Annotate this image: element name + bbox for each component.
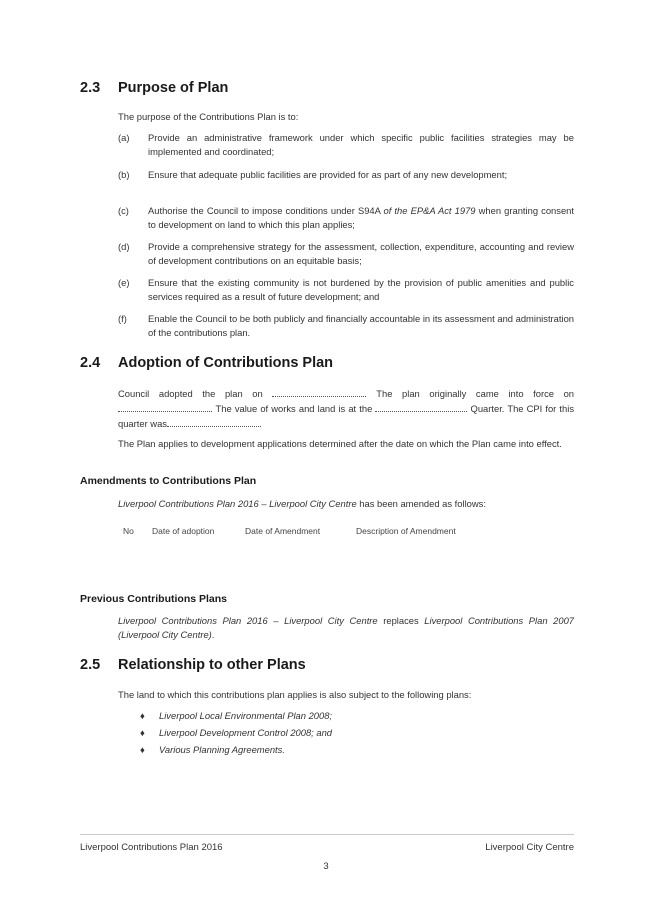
list-item-text: Provide an administrative framework under which specific public facilities strategies may be implemented and coordinated; — [148, 132, 574, 157]
section-heading-2-5 — [80, 657, 306, 673]
footer-left: Liverpool Contributions Plan 2016 — [80, 842, 223, 853]
list-item-text: Provide a comprehensive strategy for the assessment, collection, expenditure, accounting and review of development contributions on an equitable basis; — [148, 241, 574, 266]
bullet-icon: ♦ — [140, 744, 145, 755]
amend-col-description: Description of Amendment — [356, 526, 456, 536]
relationship-intro: The land to which this contributions plan applies is also subject to the following plans: — [118, 689, 472, 700]
section-number: 2.3 — [80, 80, 101, 96]
section-number: 2.4 — [80, 355, 101, 371]
list-item-label: (f) — [118, 313, 127, 324]
applies-paragraph: The Plan applies to development applications determined after the date on which the Plan came into effect. — [118, 438, 562, 449]
section-number: 2.5 — [80, 657, 101, 673]
section-title: Adoption of Contributions Plan — [118, 355, 334, 371]
bullet-icon: ♦ — [140, 710, 145, 721]
bullet-icon: ♦ — [140, 727, 145, 738]
list-item-label: (e) — [118, 277, 130, 288]
amend-col-amendment: Date of Amendment — [245, 526, 321, 536]
section-title: Purpose of Plan — [118, 80, 229, 96]
list-item — [118, 168, 574, 182]
list-item — [118, 312, 574, 340]
list-item — [118, 204, 574, 232]
adoption-paragraph: Council adopted the plan on . The plan originally came into force on . The value of works and land is at the Quarter. The CPI for this quarter was . — [118, 388, 575, 429]
list-item-label: (c) — [118, 205, 129, 216]
purpose-intro: The purpose of the Contributions Plan is to: — [118, 111, 299, 122]
list-item — [118, 276, 574, 304]
list-item: ♦ Various Planning Agreements. — [140, 744, 285, 755]
section-heading-2-3 — [80, 80, 228, 96]
list-item-text: Enable the Council to be both publicly and financially accountable in its assessment and administration of the contributions plan. — [148, 313, 574, 338]
list-item-text: Ensure that the existing community is not burdened by the provision of public amenities and public services required as a result of future development; and — [148, 277, 574, 302]
previous-heading: Previous Contributions Plans — [80, 593, 228, 605]
list-item-text: Ensure that adequate public facilities are provided for as part of any new development; — [148, 169, 508, 180]
section-title: Relationship to other Plans — [118, 657, 306, 673]
amendments-intro: Liverpool Contributions Plan 2016 – Liverpool City Centre has been amended as follows: — [118, 498, 486, 509]
previous-paragraph: Liverpool Contributions Plan 2016 – Liverpool City Centre replaces Liverpool Contributions Plan 2007 (Liverpool City Centre). — [118, 615, 574, 640]
list-item: ♦ Liverpool Development Control 2008; and — [140, 727, 333, 738]
footer-divider — [80, 834, 574, 835]
page-number: 3 — [323, 861, 329, 872]
list-item-label: (a) — [118, 132, 130, 143]
amend-col-no: No — [123, 526, 134, 536]
list-item — [118, 240, 574, 268]
footer-right: Liverpool City Centre — [485, 842, 574, 853]
list-item — [118, 131, 574, 159]
list-item: ♦ Liverpool Local Environmental Plan 2008; — [140, 710, 333, 721]
cpi-blank — [167, 417, 259, 427]
list-item-text: Authorise the Council to impose conditions under S94A of the EP&A Act 1979 when granting consent to development on land to which this plan applies; — [148, 205, 574, 230]
adoption-date-blank — [272, 387, 364, 397]
list-item-label: (d) — [118, 241, 130, 252]
amend-col-adoption: Date of adoption — [152, 526, 215, 536]
amendments-heading: Amendments to Contributions Plan — [80, 475, 257, 487]
force-date-blank — [118, 402, 210, 412]
list-item-label: (b) — [118, 169, 130, 180]
section-heading-2-4 — [80, 355, 333, 371]
quarter-blank — [375, 402, 467, 412]
